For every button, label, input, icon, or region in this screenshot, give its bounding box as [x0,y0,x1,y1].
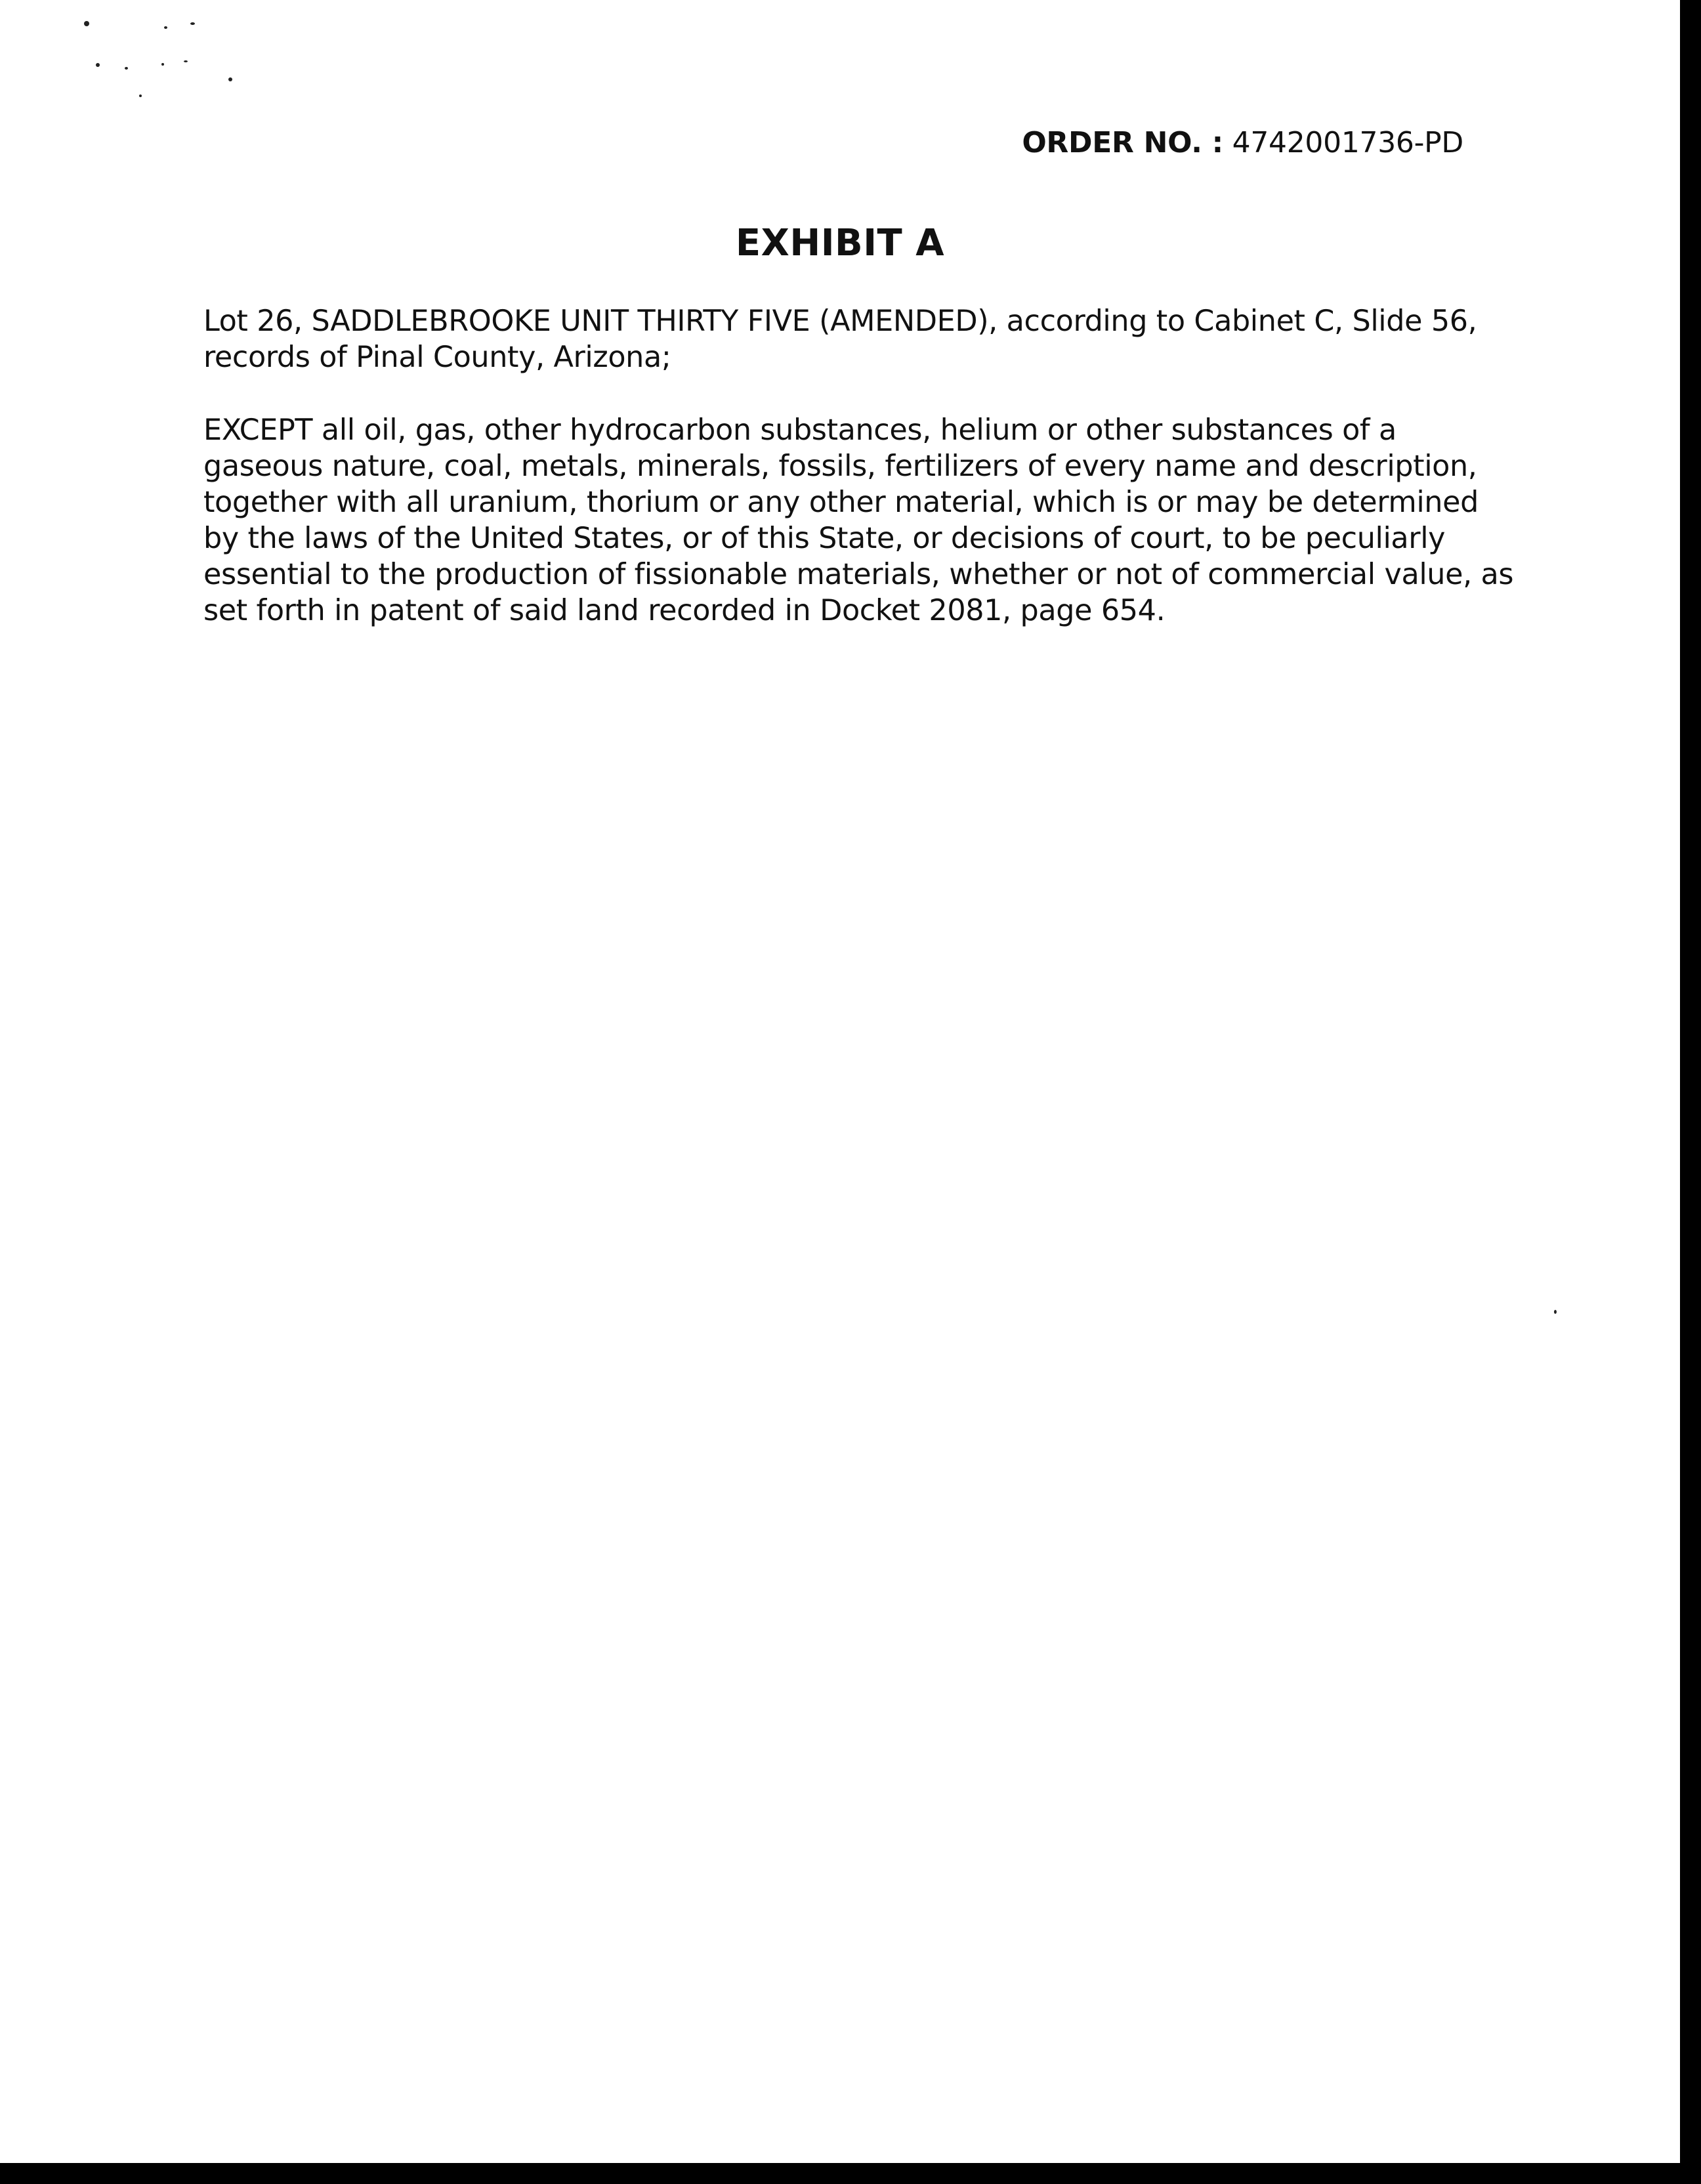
order-number-label: ORDER NO. : [1022,126,1223,159]
scan-speck [96,63,100,67]
scan-speck [190,22,195,25]
scan-speck [1554,1310,1557,1314]
scan-edge-bottom [0,2163,1701,2184]
exhibit-title: EXHIBIT A [735,222,945,264]
scan-speck [164,26,167,29]
order-number-value: 4742001736-PD [1232,126,1463,159]
scan-edge-right [1680,0,1701,2184]
order-number-line [1022,126,1463,159]
scan-speck [184,60,188,62]
scan-speck [161,63,164,66]
scan-speck [125,67,128,70]
scan-speck [84,21,89,26]
scan-speck [228,77,232,81]
scan-speck [139,94,142,97]
mineral-reservation-paragraph: EXCEPT all oil, gas, other hydrocarbon substances, helium or other substances of a gaseous nature, coal, metals, minerals, fossils, fertilizers of every name and description, together with all uranium, thorium or any other material, which is or may be determined by the laws of the United States, or of this State, or decisions of court, to be peculiarly essential to the production of fissionable materials, whether or not of commercial value, as set forth in patent of said land recorded in Docket 2081, page 654. [203,413,1514,627]
legal-description-paragraph: Lot 26, SADDLEBROOKE UNIT THIRTY FIVE (AMENDED), according to Cabinet C, Slide 56, records of Pinal County, Arizona; [203,304,1477,374]
